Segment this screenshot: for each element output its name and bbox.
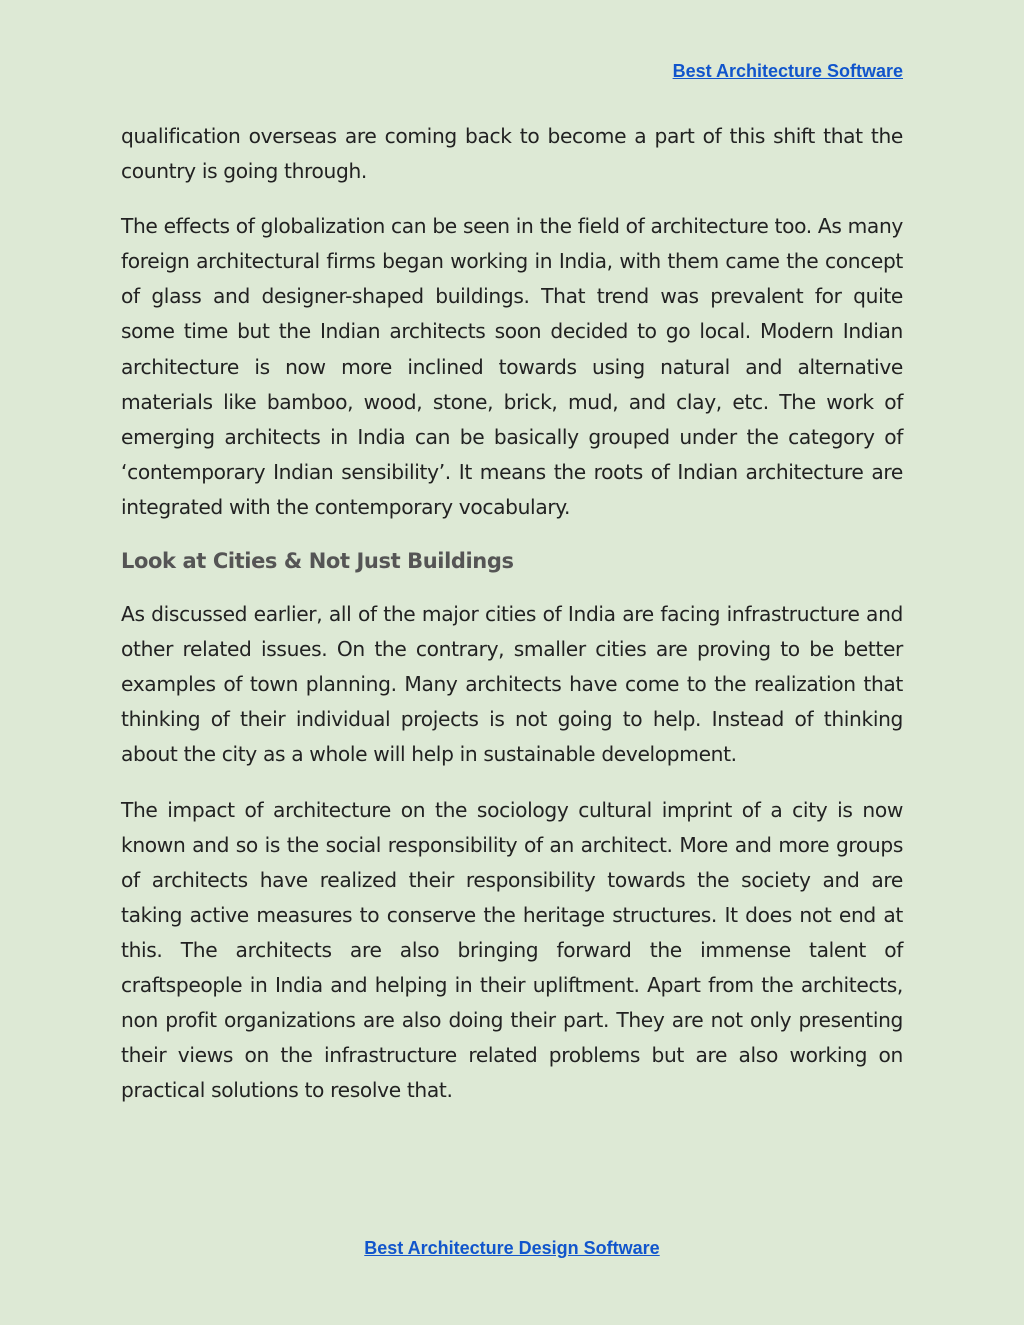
footer-link[interactable]: Best Architecture Design Software <box>364 1238 660 1258</box>
body-paragraph: The impact of architecture on the sociology cultural imprint of a city is now known and so is the social responsibility of an architect. More and more groups of architects have realized their responsibility towards the society and are taking active measures to conserve the heritage structures. It does not end at this. The architects are also bringing forward the immense talent of craftspeople in India and helping in their upliftment. Apart from the architects, non profit organizations are also doing their part. They are not only presenting their views on the infrastructure related problems but are also working on practical solutions to resolve that. <box>121 797 903 1103</box>
body-paragraph: As discussed earlier, all of the major cities of India are facing infrastructure and other related issues. On the contrary, smaller cities are proving to be better examples of town planning. Many architects have come to the realization that thinking of their individual projects is not going to help. Instead of thinking about the city as a whole will help in sustainable development. <box>121 602 903 767</box>
section-heading: Look at Cities & Not Just Buildings <box>121 549 514 574</box>
body-paragraph: qualification overseas are coming back to become a part of this shift that the country is going through. <box>121 124 903 184</box>
body-paragraph: The effects of globalization can be seen in the field of architecture too. As many foreign architectural firms began working in India, with them came the concept of glass and designer-shaped buildings. That trend was prevalent for quite some time but the Indian architects soon decided to go local. Modern Indian architecture is now more inclined towards using natural and alternative materials like bamboo, wood, stone, brick, mud, and clay, etc. The work of emerging architects in India can be basically grouped under the category of ‘contemporary Indian sensibility’. It means the roots of Indian architecture are integrated with the contemporary vocabulary. <box>121 214 903 519</box>
header-link[interactable]: Best Architecture Software <box>672 61 903 81</box>
footer <box>0 1238 1024 1259</box>
document-body <box>121 119 903 1128</box>
